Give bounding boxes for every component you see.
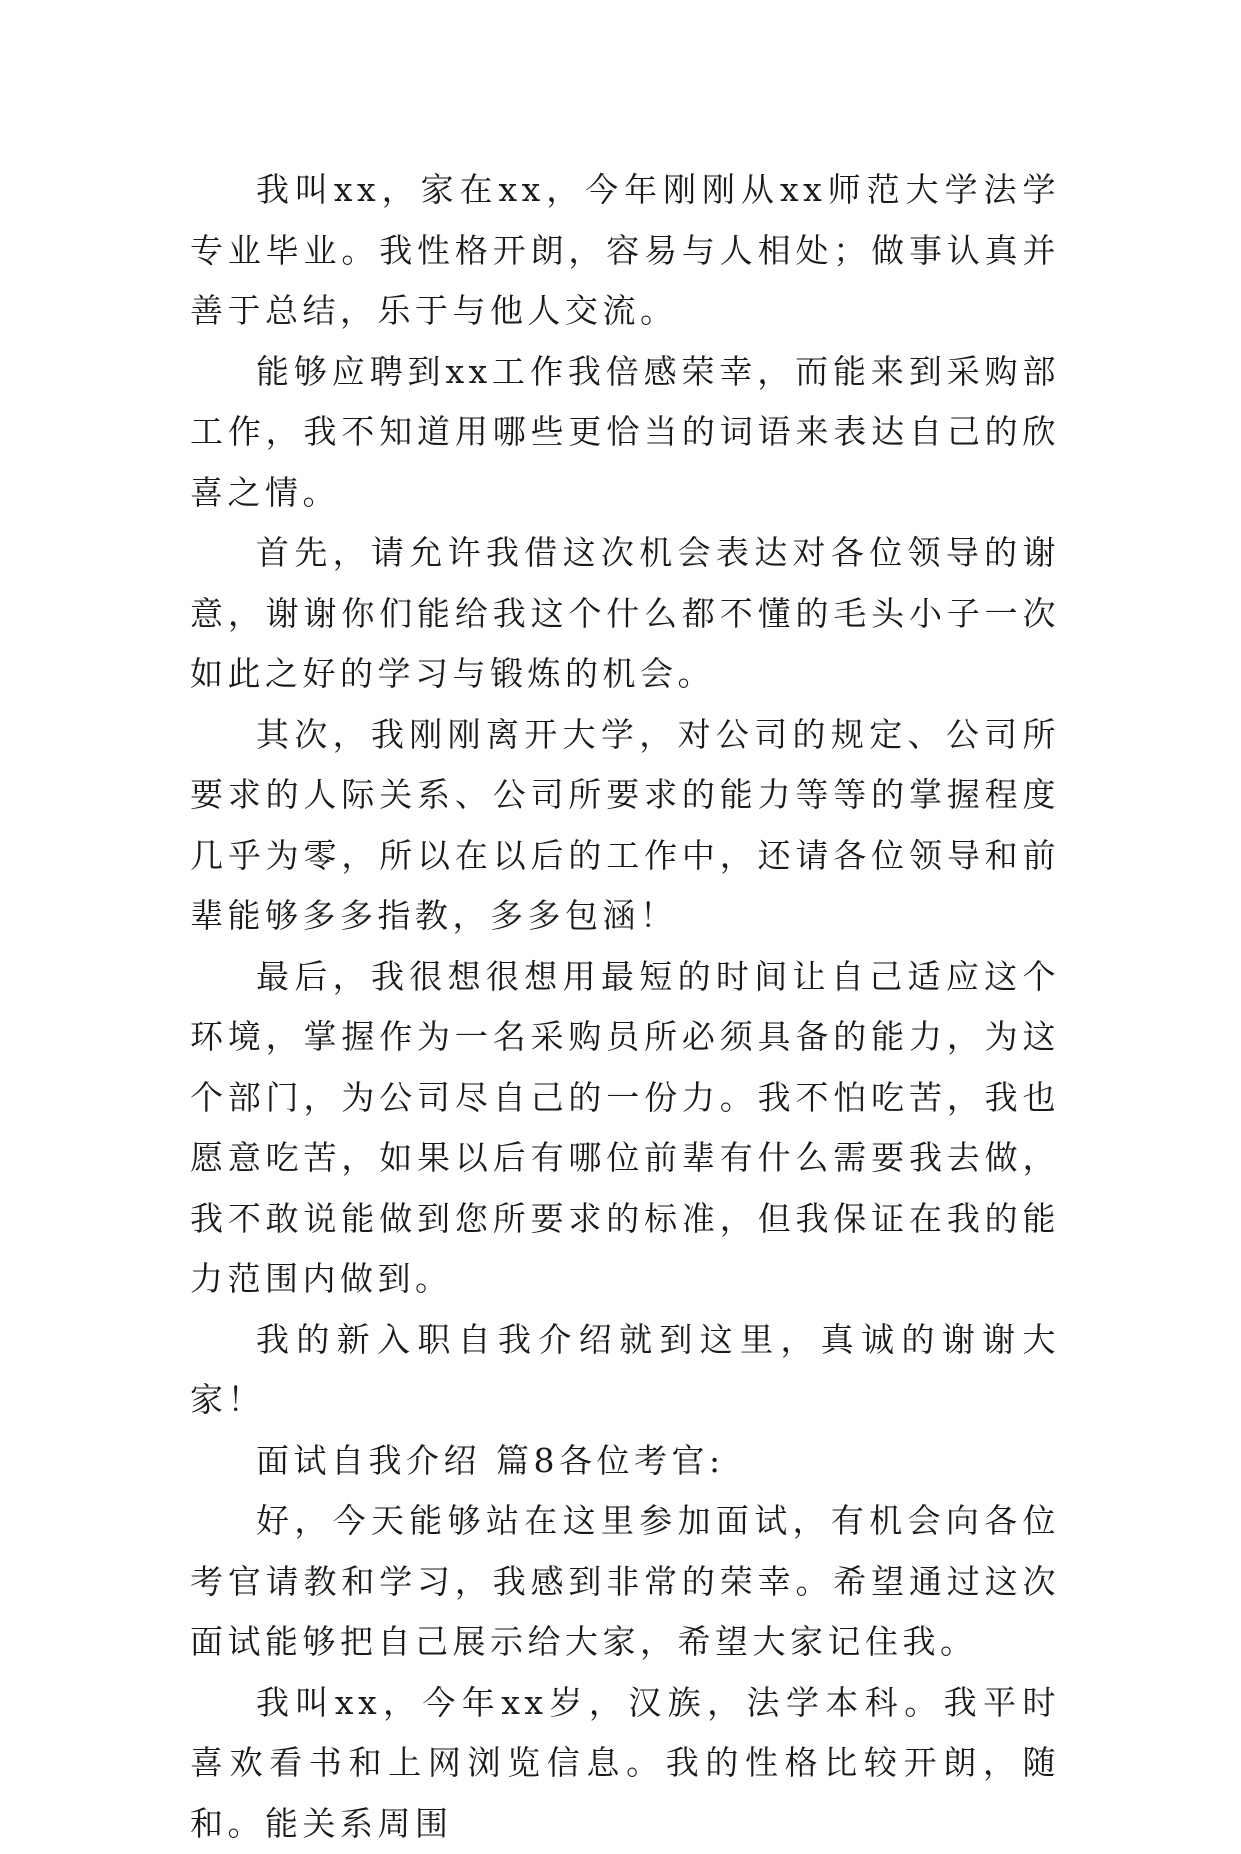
paragraph: 好，今天能够站在这里参加面试，有机会向各位考官请教和学习，我感到非常的荣幸。希望通过这次面试能够把自己展示给大家，希望大家记住我。 <box>190 1491 1060 1673</box>
paragraph: 我叫xx，家在xx，今年刚刚从xx师范大学法学专业毕业。我性格开朗，容易与人相处；做事认真并善于总结，乐于与他人交流。 <box>190 160 1060 342</box>
section-heading: 面试自我介绍 篇8各位考官: <box>190 1431 1060 1492</box>
paragraph: 最后，我很想很想用最短的时间让自己适应这个环境，掌握作为一名采购员所必须具备的能力，为这个部门，为公司尽自己的一份力。我不怕吃苦，我也愿意吃苦，如果以后有哪位前辈有什么需要我去做，我不敢说能做到您所要求的标准，但我保证在我的能力范围内做到。 <box>190 947 1060 1310</box>
paragraph: 首先，请允许我借这次机会表达对各位领导的谢意，谢谢你们能给我这个什么都不懂的毛头小子一次如此之好的学习与锻炼的机会。 <box>190 523 1060 705</box>
paragraph: 其次，我刚刚离开大学，对公司的规定、公司所要求的人际关系、公司所要求的能力等等的掌握程度几乎为零，所以在以后的工作中，还请各位领导和前辈能够多多指教，多多包涵！ <box>190 705 1060 947</box>
paragraph: 我的新入职自我介绍就到这里，真诚的谢谢大家！ <box>190 1310 1060 1431</box>
paragraph: 我叫xx，今年xx岁，汉族，法学本科。我平时喜欢看书和上网浏览信息。我的性格比较开朗，随和。能关系周围 <box>190 1673 1060 1854</box>
paragraph: 能够应聘到xx工作我倍感荣幸，而能来到采购部工作，我不知道用哪些更恰当的词语来表达自己的欣喜之情。 <box>190 342 1060 524</box>
document-body <box>190 160 1060 1854</box>
